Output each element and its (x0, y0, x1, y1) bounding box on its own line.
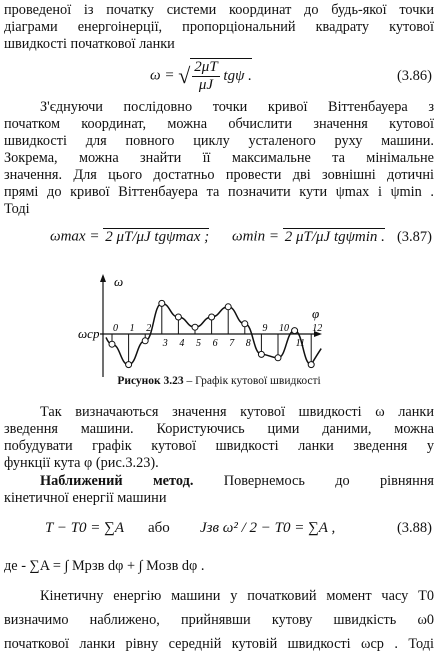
equation-3-87-left (50, 228, 209, 246)
tick-label: 1 (129, 323, 135, 334)
eq-3-88-mid: або (148, 520, 170, 536)
data-point (175, 314, 181, 320)
equation-3-87-right (232, 228, 385, 246)
bold-heading: Наближений метод. (40, 473, 194, 489)
text-line: З'єднуючи послідовно точки кривої Віттенбауера з (40, 99, 434, 115)
data-point (275, 355, 281, 361)
text-line: Тоді (4, 201, 30, 217)
data-point (242, 321, 248, 327)
equation-number: (3.86) (396, 68, 432, 84)
text-line: початком координат, можна обчислити значення кутової (4, 116, 434, 132)
tick-label: 3 (162, 338, 168, 349)
text-line: початкової ланки рівну середній кутовій швидкості ωср . Тоді (4, 636, 434, 652)
data-point (292, 328, 298, 334)
eq-3-88-lhs: T − T0 = ∑A (45, 520, 125, 536)
text-line (40, 473, 434, 490)
eq-body: 2 μT/μJ tgψmax ; (105, 229, 210, 245)
angular-velocity-chart (0, 272, 438, 382)
data-point (258, 351, 264, 357)
mean-label: ωср (78, 326, 100, 341)
text-line: прямі до кривої Віттенбауера та позначити кути ψmax і ψmin . (4, 184, 434, 200)
tick-label: 7 (229, 338, 235, 349)
y-axis-label: ω (114, 274, 124, 289)
eq-lhs: ω = (150, 67, 175, 84)
eq-3-88-rhs: Jзв ω² / 2 − T0 = ∑A , (200, 520, 336, 536)
data-point (126, 362, 132, 368)
data-point (225, 304, 231, 310)
text-line: Так визначаються значення кутової швидкості ω ланки (40, 404, 434, 420)
tick-label: 2 (146, 323, 152, 334)
tick-label: 8 (245, 338, 251, 349)
caption-label: Рисунок 3.23 (117, 375, 184, 387)
figure-caption (0, 375, 438, 387)
tick-label: 12 (312, 323, 323, 334)
y-axis-arrow (100, 274, 106, 282)
eq-lhs: ωmax = (50, 228, 100, 245)
tick-label: 6 (212, 338, 218, 349)
data-point (308, 362, 314, 368)
eq-numerator: 2μT (194, 59, 218, 75)
text-line: швидкості для повного циклу усталеного руху машини. (4, 133, 434, 149)
text-span: Повернемось до рівняння (193, 473, 435, 489)
text-line: Зокрема, можна знайти її максимальне та мінімальне (4, 150, 434, 166)
text-line: кінетичної енергії машини (4, 490, 167, 506)
tick-label: 0 (113, 323, 118, 334)
x-axis-label: φ (312, 306, 320, 321)
tick-label: 11 (295, 338, 305, 349)
data-point (209, 314, 215, 320)
equation-3-86: ω = √ $\frac{2\mu T}{\mu J}$ tgψ . (150, 59, 252, 93)
eq-tail: tgψ . (223, 67, 252, 84)
text-line: зведення машини. Користуючись цими даними, можна (4, 421, 434, 437)
tick-label: 5 (196, 338, 201, 349)
eq-body: 2 μT/μJ tgψmin . (284, 229, 385, 245)
text-line: де - ∑A = ∫ Mрзв dφ + ∫ Mозв dφ . (4, 558, 205, 574)
text-line: діаграми енергоінерції, пропорціональний квадрату кутової (4, 19, 434, 35)
text-line: функції кута φ (рис.3.23). (4, 455, 159, 471)
data-point (142, 338, 148, 344)
eq-denominator: μJ (198, 77, 214, 93)
data-point (192, 324, 198, 330)
caption-text: – Графік кутової швидкості (183, 375, 321, 387)
tick-label: 4 (179, 338, 185, 349)
text-line: Кінетичну енергію машини у початковий момент часу T0 (40, 588, 434, 604)
text-line: побудувати графік кутової швидкості ланки зведення у (4, 438, 434, 454)
text-line: швидкості початкової ланки (4, 36, 175, 52)
equation-number: (3.88) (396, 520, 432, 536)
text-line: проведеної із початку системи координат до будь-якої точки (4, 2, 434, 18)
data-point (159, 300, 165, 306)
data-point (109, 341, 115, 347)
tick-label: 9 (262, 323, 268, 334)
text-line: визначимо наближено, прийнявши кутову швидкість ω0 (4, 612, 434, 628)
eq-lhs: ωmin = (232, 228, 279, 245)
equation-number: (3.87) (396, 229, 432, 245)
tick-label: 10 (279, 323, 289, 334)
text-line: значення. Для цього достатньо провести дві зовнішні дотичні (4, 167, 434, 183)
